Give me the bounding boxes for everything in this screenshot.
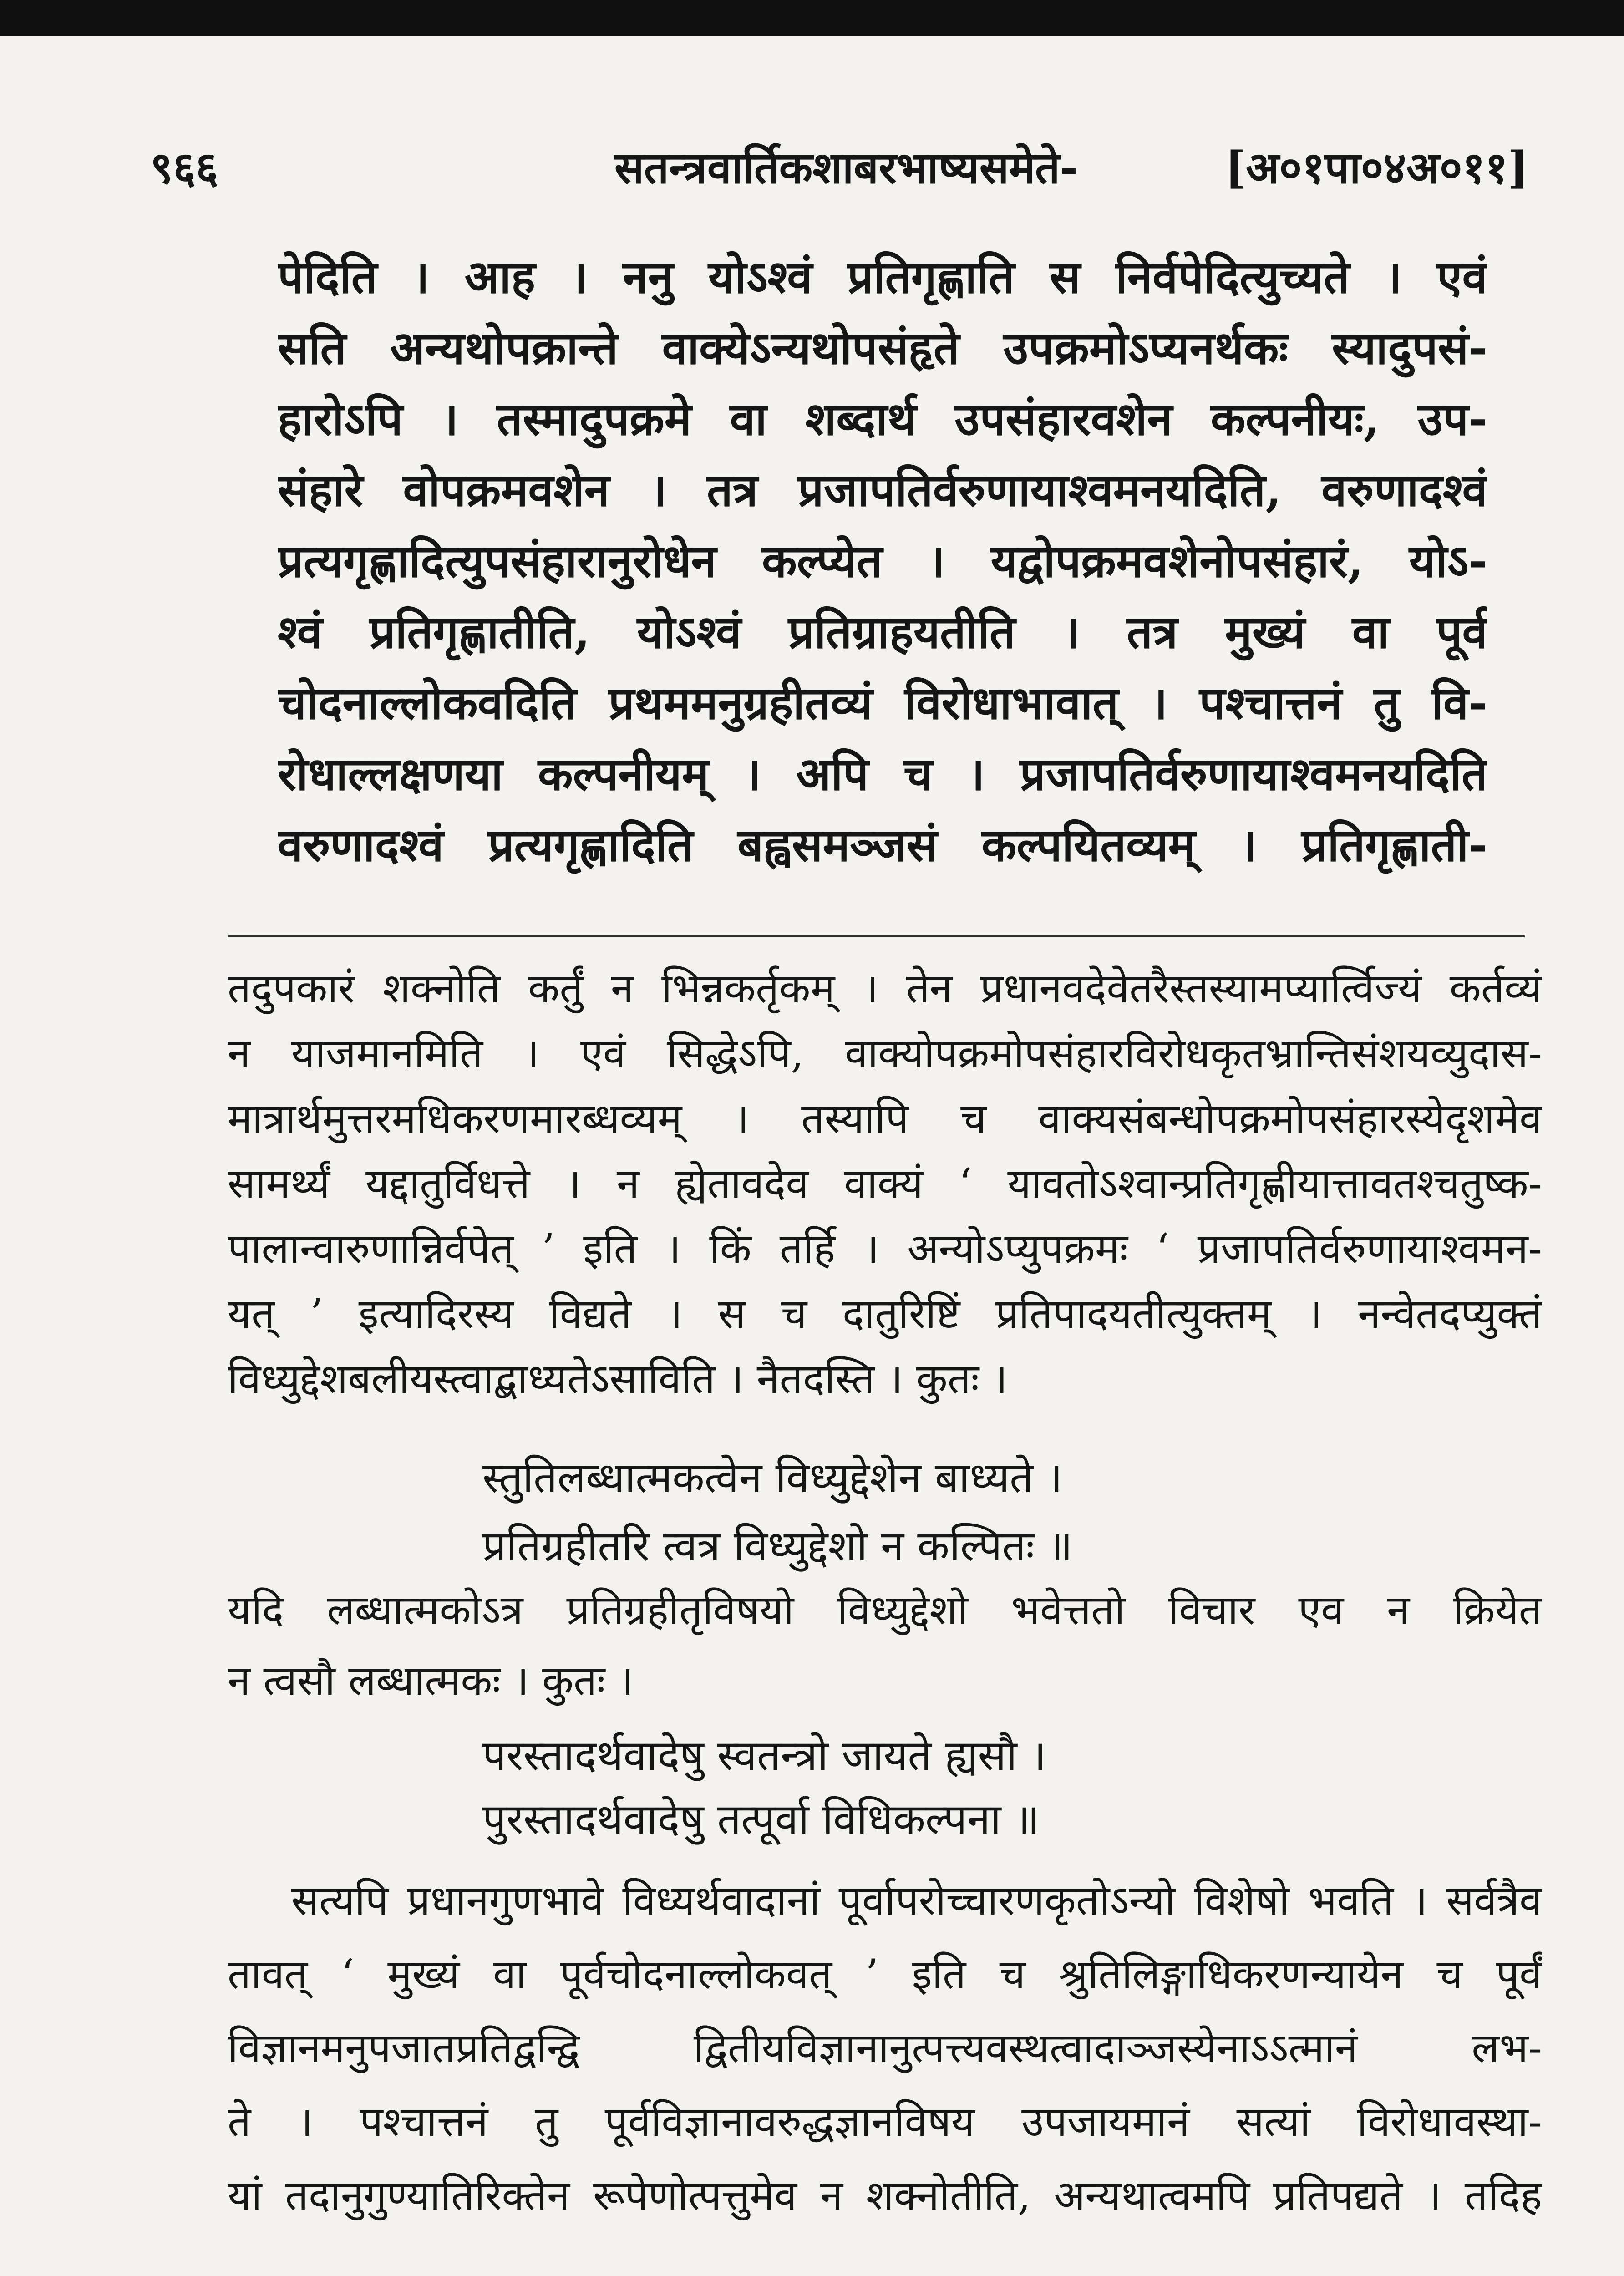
main-text-block-2 (228, 1575, 1542, 1716)
main-text-block (228, 956, 1542, 1412)
running-title: सतन्त्रवार्तिकशाबरभाष्यसमेते- (614, 142, 1078, 193)
commentary-line: रोधाल्लक्षणया कल्पनीयम् । अपि च । प्रजापतिर्वरुणायाश्वमनयदिति (278, 747, 1487, 801)
main-text-line: विध्युद्देशबलीयस्त्वाद्बाध्यतेऽसाविति । नैतदस्ति । कुतः । (228, 1355, 1008, 1403)
main-text-line: यत् ’ इत्यादिरस्य विद्यते । स च दातुरिष्टिं प्रतिपादयतीत्युक्तम् । नन्वेतदप्युक्तं (228, 1290, 1542, 1338)
verse-line: प्रतिग्रहीतरि त्वत्र विध्युद्देशो न कल्पितः ॥ (482, 1522, 1073, 1570)
main-text-line: यदि लब्धात्मकोऽत्र प्रतिग्रहीतृविषयो विध्युद्देशो भवेत्ततो विचार एव न क्रियेत (228, 1586, 1542, 1634)
verse-line: स्तुतिलब्धात्मकत्वेन विध्युद्देशेन बाध्यते । (482, 1453, 1063, 1502)
commentary-line: वरुणादश्वं प्रत्यगृह्णादिति बह्वसमञ्जसं कल्पयितव्यम् । प्रतिगृह्णाती- (278, 818, 1487, 872)
commentary-line: पेदिति । आह । ननु योऽश्वं प्रतिगृह्णाति स निर्वपेदित्युच्यते । एवं (278, 250, 1487, 304)
main-text-line: पालान्वारुणान्निर्वपेत् ’ इति । किं तर्हि । अन्योऽप्युपक्रमः ‘ प्रजापतिर्वरुणायाश्वमन- (228, 1225, 1542, 1273)
commentary-line: चोदनाल्लोकवदिति प्रथममनुग्रहीतव्यं विरोधाभावात् । पश्चात्तनं तु वि- (278, 676, 1487, 730)
commentary-line: सति अन्यथोपक्रान्ते वाक्येऽन्यथोपसंहृते उपक्रमोऽप्यनर्थकः स्यादुपसं- (278, 321, 1487, 375)
section-divider (228, 935, 1525, 937)
commentary-line: श्वं प्रतिगृह्णातीति, योऽश्वं प्रतिग्राहयतीति । तत्र मुख्यं वा पूर्व (278, 605, 1487, 659)
verse-line: परस्तादर्थवादेषु स्वतन्त्रो जायते ह्यसौ । (482, 1731, 1046, 1780)
main-text-line: ते । पश्चात्तनं तु पूर्वविज्ञानावरुद्धज्ञानविषय उपजायमानं सत्यां विरोधावस्था- (228, 2098, 1542, 2146)
section-reference: [अ०१पा०४अ०११] (1225, 142, 1528, 193)
running-header (150, 137, 1528, 205)
main-text-line: न याजमानमिति । एवं सिद्धेऽपि, वाक्योपक्रमोपसंहारविरोधकृतभ्रान्तिसंशयव्युदास- (228, 1030, 1542, 1077)
main-text-line: सत्यपि प्रधानगुणभावे विध्यर्थवादानां पूर्वापरोच्चारणकृतोऽन्यो विशेषो भवति । सर्वत्रैव (291, 1877, 1542, 1925)
commentary-line: हारोऽपि । तस्मादुपक्रमे वा शब्दार्थ उपसंहारवशेन कल्पनीयः, उप- (278, 392, 1487, 446)
main-text-line: विज्ञानमनुपजातप्रतिद्वन्द्वि द्वितीयविज्ञानानुत्पत्त्यवस्थत्वादाञ्जस्येनाऽऽत्मानं लभ- (228, 2024, 1542, 2072)
main-text-line: न त्वसौ लब्धात्मकः । कुतः । (228, 1657, 634, 1705)
verse-line: पुरस्तादर्थवादेषु तत्पूर्वा विधिकल्पना ॥ (482, 1795, 1040, 1844)
commentary-line: संहारे वोपक्रमवशेन । तत्र प्रजापतिर्वरुणायाश्वमनयदिति, वरुणादश्वं (278, 463, 1487, 517)
main-text-line: तावत् ‘ मुख्यं वा पूर्वचोदनाल्लोकवत् ’ इति च श्रुतिलिङ्गाधिकरणन्यायेन च पूर्वं (228, 1951, 1542, 1998)
top-border-rule (0, 0, 1624, 36)
main-text-line: मात्रार्थमुत्तरमधिकरणमारब्धव्यम् । तस्यापि च वाक्यसंबन्धोपक्रमोपसंहारस्येदृशमेव (228, 1095, 1542, 1143)
main-text-block-3 (228, 1864, 1542, 2233)
main-text-line: सामर्थ्यं यद्दातुर्विधत्ते । न ह्येतावदेव वाक्यं ‘ यावतोऽश्वान्प्रतिगृह्णीयात्तावतश्चतुष्क- (228, 1160, 1542, 1208)
page-number: ९६६ (150, 142, 218, 193)
main-text-line: तदुपकारं शक्नोति कर्तुं न भिन्नकर्तृकम् । तेन प्रधानवदेवेतरैस्तस्यामप्यार्त्विज्यं कर्तव्यं (228, 965, 1542, 1012)
commentary-block (278, 241, 1487, 880)
main-text-line: यां तदानुगुण्यातिरिक्तेन रूपेणोत्पत्तुमेव न शक्नोतीति, अन्यथात्वमपि प्रतिपद्यते । तदिह (228, 2172, 1542, 2220)
commentary-line: प्रत्यगृह्णादित्युपसंहारानुरोधेन कल्प्येत । यद्वोपक्रमवशेनोपसंहारं, योऽ- (278, 534, 1487, 588)
